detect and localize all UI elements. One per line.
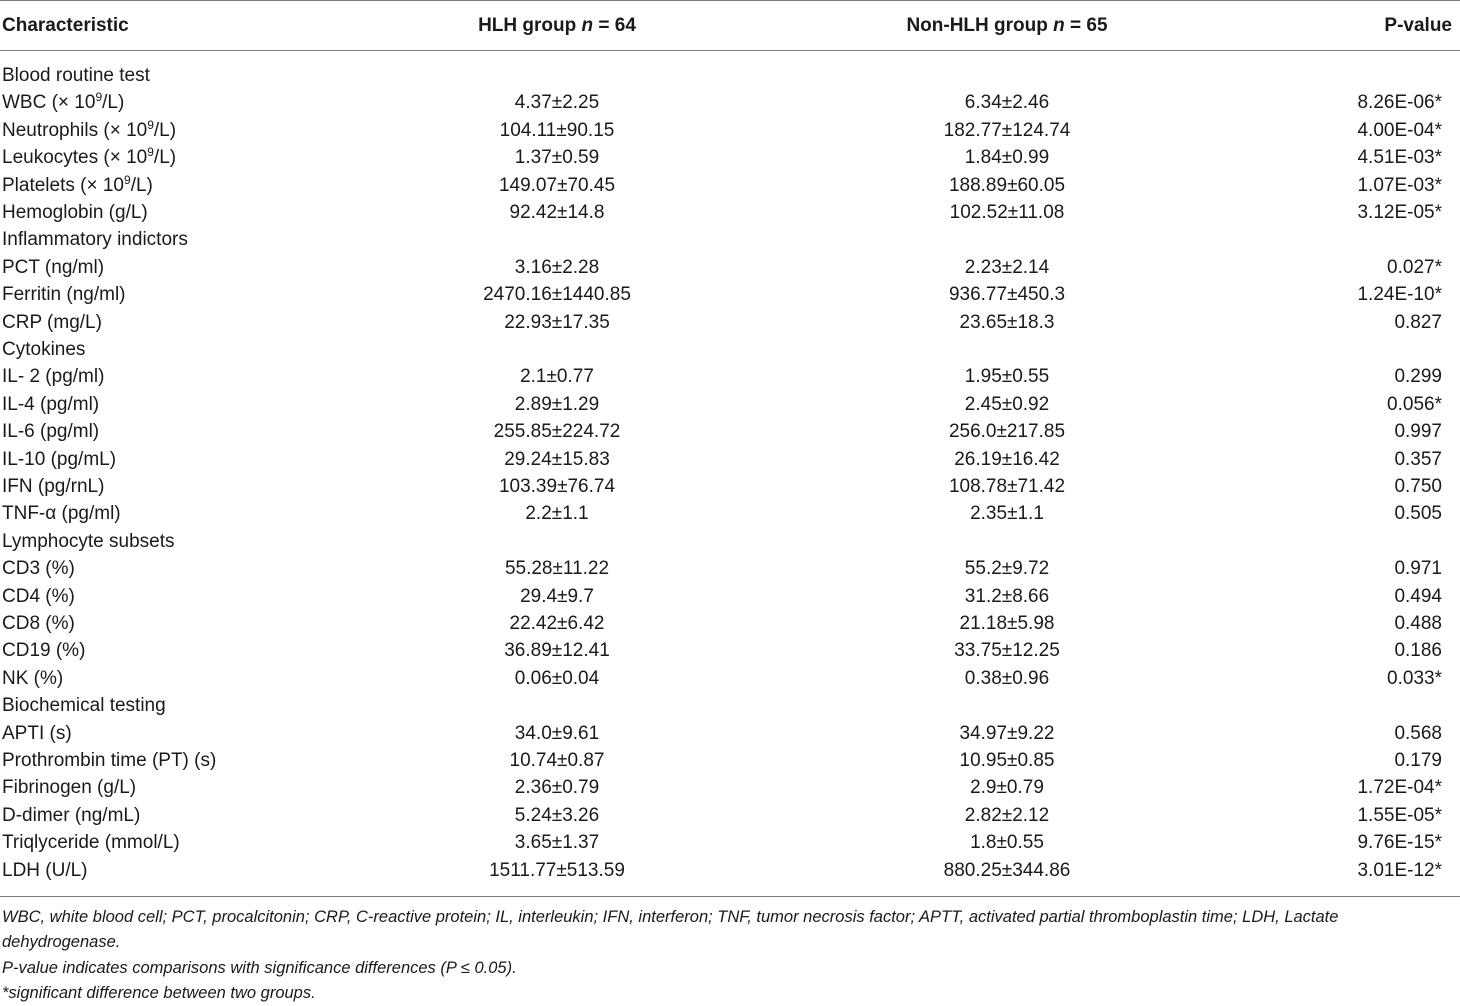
hlh-value: 5.24±3.26 [514, 804, 600, 826]
label-text: Platelets (× 10 [2, 174, 124, 196]
section-title [2, 692, 166, 719]
label-text: Neutrophils (× 10 [2, 119, 148, 141]
label-unit: /L) [130, 174, 153, 196]
non-hlh-value: 2.23±2.14 [964, 256, 1050, 278]
label-text: CD3 (%) [2, 558, 75, 580]
label-text: Prothrombin time (PT) (s) [2, 750, 217, 771]
hlh-value: 29.24±15.83 [504, 448, 610, 470]
table-row [0, 774, 1460, 801]
label-text: WBC (× 10 [2, 92, 96, 114]
label-text: Inflammatory indictors [2, 229, 188, 251]
label-exponent: 9 [124, 172, 131, 187]
row-characteristic [2, 500, 121, 527]
label-text: Leukocytes (× 10 [2, 147, 148, 169]
p-value: 0.997 [1394, 421, 1442, 443]
footnote-asterisk: *significant difference between two groups. [2, 984, 316, 1002]
p-value: 0.056* [1387, 393, 1442, 415]
hlh-value: 4.37±2.25 [514, 92, 600, 114]
p-value: 0.488 [1394, 613, 1442, 634]
hlh-value: 22.93±17.35 [504, 311, 610, 333]
non-hlh-value: 26.19±16.42 [954, 448, 1060, 470]
p-value: 3.01E-12* [1357, 859, 1442, 881]
label-text: CD19 (%) [2, 640, 86, 662]
row-characteristic [2, 309, 102, 336]
hlh-value: 36.89±12.41 [504, 640, 610, 662]
non-hlh-value: 55.2±9.72 [964, 558, 1050, 580]
table-row [0, 665, 1460, 692]
table-row [0, 637, 1460, 664]
table-row [0, 802, 1460, 829]
hlh-value: 149.07±70.45 [498, 174, 616, 196]
row-characteristic [2, 857, 88, 884]
table-row [0, 857, 1460, 884]
p-value: 1.55E-05* [1357, 804, 1442, 826]
label-text: Triqlyceride (mmol/L) [2, 832, 180, 854]
header-non-count: = 65 [1064, 15, 1108, 36]
section-header-row [0, 226, 1460, 253]
non-hlh-value: 0.38±0.96 [964, 667, 1050, 689]
p-value: 0.971 [1394, 558, 1442, 580]
header-rule [0, 50, 1460, 51]
table-row [0, 363, 1460, 390]
header-non-hlh-group [906, 12, 1107, 40]
p-value: 0.033* [1387, 667, 1442, 689]
header-hlh-n: n [581, 15, 594, 36]
non-hlh-value: 31.2±8.66 [964, 585, 1050, 607]
row-characteristic [2, 637, 85, 664]
table-row [0, 418, 1460, 445]
bottom-rule [0, 896, 1460, 897]
row-characteristic [2, 665, 63, 692]
p-value: 1.24E-10* [1357, 284, 1442, 306]
table-row [0, 829, 1460, 856]
non-hlh-value: 880.25±344.86 [943, 859, 1071, 881]
row-characteristic [2, 281, 126, 308]
p-value: 0.027* [1387, 256, 1442, 278]
label-exponent: 9 [147, 117, 154, 132]
table-row [0, 500, 1460, 527]
non-hlh-value: 1.95±0.55 [964, 366, 1050, 388]
table-row [0, 720, 1460, 747]
label-text: APTI (s) [2, 722, 72, 744]
non-hlh-value: 188.89±60.05 [948, 174, 1066, 196]
table-row [0, 309, 1460, 336]
row-characteristic [2, 117, 176, 144]
p-value: 0.494 [1394, 585, 1442, 607]
non-hlh-value: 108.78±71.42 [948, 476, 1066, 497]
section-title [2, 528, 175, 555]
row-characteristic [2, 89, 124, 116]
table-row [0, 583, 1460, 610]
label-text: Biochemical testing [2, 695, 166, 717]
hlh-value: 2.89±1.29 [514, 393, 600, 415]
label-exponent: 9 [95, 90, 103, 105]
label-text: IL-4 (pg/ml) [2, 393, 100, 415]
hlh-value: 0.06±0.04 [514, 667, 600, 689]
table-row [0, 555, 1460, 582]
label-text: D-dimer (ng/mL) [2, 804, 141, 826]
header-hlh-label: HLH group [478, 15, 582, 36]
header-non-n: n [1053, 15, 1065, 36]
row-characteristic [2, 418, 99, 445]
p-value: 0.750 [1394, 476, 1442, 497]
label-text: CRP (mg/L) [2, 311, 102, 333]
hlh-value: 104.11±90.15 [499, 119, 615, 141]
section-header-row [0, 692, 1460, 719]
hlh-value: 2.2±1.1 [525, 503, 589, 525]
header-hlh-group [478, 12, 636, 40]
header-characteristic: Characteristic [2, 15, 129, 36]
p-value: 1.07E-03* [1357, 174, 1442, 196]
p-value: 0.186 [1394, 640, 1442, 662]
table-row [0, 144, 1460, 171]
header-non-label: Non-HLH group [906, 15, 1054, 36]
hlh-value: 22.42±6.42 [509, 613, 605, 634]
non-hlh-value: 21.18±5.98 [959, 613, 1055, 634]
hlh-value: 2.1±0.77 [520, 366, 594, 388]
row-characteristic [2, 829, 180, 856]
non-hlh-value: 182.77±124.74 [943, 119, 1071, 141]
table-row [0, 281, 1460, 308]
section-header-row [0, 528, 1460, 555]
non-hlh-value: 10.95±0.85 [959, 750, 1055, 771]
section-title [2, 226, 188, 253]
label-text: Cytokines [2, 339, 86, 360]
label-text: Hemoglobin (g/L) [2, 202, 148, 223]
row-characteristic [2, 747, 216, 774]
label-text: IL- 2 (pg/ml) [2, 366, 105, 388]
row-characteristic [2, 172, 153, 199]
row-characteristic [2, 144, 176, 171]
section-title [2, 336, 85, 363]
hlh-value: 255.85±224.72 [493, 421, 621, 443]
non-hlh-value: 23.65±18.3 [959, 311, 1055, 333]
label-text: CD8 (%) [2, 613, 75, 634]
p-value: 0.505 [1394, 503, 1442, 525]
p-value: 0.179 [1394, 750, 1442, 771]
row-characteristic [2, 583, 75, 610]
row-characteristic [2, 254, 104, 281]
header-hlh-count: = 64 [593, 15, 636, 36]
p-value: 9.76E-15* [1357, 832, 1442, 854]
row-characteristic [2, 774, 136, 801]
label-text: Ferritin (ng/ml) [2, 284, 126, 306]
section-header-row [0, 336, 1460, 363]
label-unit: /L) [102, 92, 125, 114]
row-characteristic [2, 363, 104, 390]
hlh-value: 1511.77±513.59 [489, 859, 625, 881]
hlh-value: 103.39±76.74 [498, 476, 616, 497]
non-hlh-value: 2.45±0.92 [964, 393, 1050, 415]
label-unit: /L) [153, 119, 177, 141]
non-hlh-value: 1.8±0.55 [970, 832, 1044, 854]
table-row [0, 254, 1460, 281]
row-characteristic [2, 391, 99, 418]
top-rule [0, 0, 1460, 1]
label-text: NK (%) [2, 667, 64, 689]
table-row [0, 199, 1460, 226]
non-hlh-value: 102.52±11.08 [949, 202, 1065, 223]
label-unit: /L) [153, 147, 177, 169]
p-value: 0.827 [1394, 311, 1442, 333]
non-hlh-value: 1.84±0.99 [964, 147, 1050, 169]
header-p-value: P-value [1384, 15, 1452, 36]
non-hlh-value: 936.77±450.3 [948, 284, 1066, 306]
table-row [0, 117, 1460, 144]
label-text: IFN (pg/rnL) [2, 476, 105, 497]
p-value: 4.00E-04* [1357, 119, 1442, 141]
non-hlh-value: 2.9±0.79 [970, 777, 1044, 799]
section-title [2, 62, 150, 89]
row-characteristic [2, 610, 75, 637]
p-value: 8.26E-06* [1357, 92, 1442, 114]
table-row [0, 473, 1460, 500]
p-value: 0.357 [1394, 448, 1442, 470]
p-value: 0.568 [1394, 722, 1442, 744]
hlh-value: 29.4±9.7 [520, 585, 594, 607]
hlh-value: 92.42±14.8 [509, 202, 605, 223]
non-hlh-value: 2.35±1.1 [970, 503, 1044, 525]
p-value: 1.72E-04* [1357, 777, 1442, 799]
label-text: CD4 (%) [2, 585, 75, 607]
row-characteristic [2, 446, 116, 473]
non-hlh-value: 6.34±2.46 [964, 92, 1050, 114]
p-value: 4.51E-03* [1357, 147, 1442, 169]
footnote-pvalue: P-value indicates comparisons with significance differences (P ≤ 0.05). [2, 959, 517, 977]
row-characteristic [2, 720, 72, 747]
row-characteristic [2, 802, 140, 829]
p-value: 3.12E-05* [1357, 202, 1442, 223]
hlh-value: 1.37±0.59 [514, 147, 600, 169]
label-text: Blood routine test [2, 65, 150, 86]
hlh-value: 10.74±0.87 [509, 750, 605, 771]
non-hlh-value: 33.75±12.25 [954, 640, 1060, 662]
hlh-value: 3.65±1.37 [514, 832, 600, 854]
label-text: LDH (U/L) [2, 859, 88, 881]
non-hlh-value: 256.0±217.85 [948, 421, 1066, 443]
label-text: IL-6 (pg/ml) [2, 421, 100, 443]
label-text: IL-10 (pg/mL) [2, 448, 117, 470]
table-row [0, 391, 1460, 418]
hlh-value: 34.0±9.61 [514, 722, 600, 744]
label-text: TNF-α (pg/ml) [2, 503, 121, 525]
table-row [0, 747, 1460, 774]
label-text: Lymphocyte subsets [2, 530, 175, 552]
label-exponent: 9 [147, 145, 154, 160]
hlh-value: 2470.16±1440.85 [483, 284, 631, 306]
table-row [0, 172, 1460, 199]
section-header-row [0, 62, 1460, 89]
non-hlh-value: 2.82±2.12 [964, 804, 1050, 826]
hlh-value: 55.28±11.22 [504, 558, 610, 580]
p-value: 0.299 [1394, 366, 1442, 388]
label-text: PCT (ng/ml) [2, 256, 105, 278]
table-row [0, 610, 1460, 637]
row-characteristic [2, 555, 75, 582]
footnote-abbreviations: WBC, white blood cell; PCT, procalcitonin; CRP, C-reactive protein; IL, interleukin; IFN, interferon; TNF, tumor necrosis factor; APTT, activated partial thromboplastin time; LDH, Lactate dehydrogenase. [2, 908, 1339, 951]
table-row [0, 89, 1460, 116]
label-text: Fibrinogen (g/L) [2, 777, 137, 799]
row-characteristic [2, 473, 104, 500]
hlh-value: 3.16±2.28 [514, 256, 600, 278]
non-hlh-value: 34.97±9.22 [959, 722, 1055, 744]
hlh-value: 2.36±0.79 [514, 777, 600, 799]
table-row [0, 446, 1460, 473]
row-characteristic [2, 199, 148, 226]
